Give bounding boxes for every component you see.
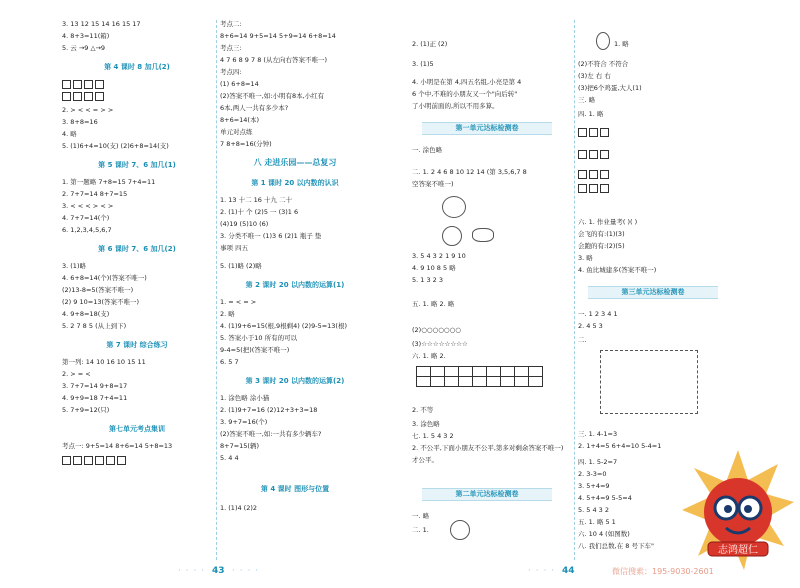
section-heading: 第 2 课时 20 以内数的运算(1): [245, 281, 345, 289]
answer-line: (2)○○○○○○○: [412, 326, 461, 334]
section-banner: 第一单元达标检测卷: [422, 122, 552, 135]
answer-line: 4. (1)9+6=15(根,9根剩4) (2)9-5=13(根): [220, 322, 347, 330]
answer-line: 5. 4 4: [220, 454, 239, 462]
answer-line: 三. 1. 4-1=3: [578, 430, 618, 438]
answer-line: 2. 略: [220, 310, 235, 318]
answer-line: 四. 1. 5-2=7: [578, 458, 618, 466]
answer-line: 9-4=5(把)(答案不唯一): [220, 346, 290, 354]
answer-line: 才公平。: [412, 456, 438, 464]
answer-line: 事项 四五: [220, 244, 249, 252]
answer-table: [416, 366, 543, 387]
answer-figure: [578, 128, 611, 137]
chapter-heading: 八 走进乐园——总复习: [253, 158, 337, 167]
answer-line: (4)19 (5)10 (6): [220, 220, 269, 228]
answer-line: 一. 略: [412, 512, 430, 520]
answer-line: 6. 5 7: [220, 358, 239, 366]
answer-column-2: [220, 0, 370, 560]
answer-line: 4. 6+8=14(个)(答案不唯一): [62, 274, 147, 282]
answer-line: 七. 1. 5 4 3 2: [412, 432, 454, 440]
column-divider: [574, 20, 575, 560]
answer-line: 二. 1. 2 4 6 8 10 12 14 (第 3,5,6,7 8: [412, 168, 527, 176]
answer-line: 8+6=14 9+5=14 5+9=14 6+8=14: [220, 32, 336, 40]
answer-column-1: [62, 0, 212, 560]
answer-line: 6本,两人一共有多少本?: [220, 104, 289, 112]
answer-line: 1. 涂色略 涂小猫: [220, 394, 270, 402]
answer-line: (3)左 右 右: [578, 72, 611, 80]
answer-figure: [578, 150, 611, 159]
answer-figure: [578, 170, 611, 179]
footer-dots: · · · ·: [528, 566, 556, 576]
answer-line: 3. (1)5: [412, 60, 434, 68]
illustration-icon: [472, 228, 494, 242]
answer-line: (3)把6个鸡蛋,大人(1): [578, 84, 642, 92]
answer-line: 2. 不公平,下面小朋友不公平,第多对剩余答案不唯一): [412, 444, 564, 452]
answer-figure: [62, 80, 106, 89]
answer-line: 2. (1)十 个 (2)5 一 (3)1 6: [220, 208, 299, 216]
answer-line: 2. 7+7=14 8+7=15: [62, 190, 128, 198]
answer-line: (3)☆☆☆☆☆☆☆☆: [412, 340, 468, 348]
answer-line: 2. (1)9+7=16 (2)12+3+3=18: [220, 406, 318, 414]
answer-line: 3. 分类不唯一 (1)3 6 (2)1 瓶子 垫: [220, 232, 322, 240]
answer-line: (2)答案不唯一,如:一共有多少辆车?: [220, 430, 322, 438]
answer-line: 六. 1. 作业量考( )( ): [578, 218, 638, 226]
answer-line: 4. 7+7=14(个): [62, 214, 110, 222]
answer-line: (1) 6+8=14: [220, 80, 259, 88]
watermark-text: 微信搜索：195-9030-2601: [612, 567, 714, 576]
answer-line: 考点一: 9+5=14 8+6=14 5+8=13: [62, 442, 173, 450]
answer-line: (2)13-8=5(答案不唯一): [62, 286, 134, 294]
answer-line: 了小明前面的,所以不用多算。: [412, 102, 499, 110]
answer-line: 1. 第一题略 7+8=15 7+4=11: [62, 178, 156, 186]
footer-dots: · · · ·: [232, 566, 260, 576]
answer-line: 四. 1. 略: [578, 110, 604, 118]
answer-line: 4. 小明是在第 4,四五名组,小亮是第 4: [412, 78, 522, 86]
illustration-icon: [450, 520, 470, 540]
section-heading: 第 7 课时 综合练习: [106, 341, 168, 349]
illustration-icon: [442, 226, 462, 246]
answer-line: 4. 鱼比城建多(答案不唯一): [578, 266, 657, 274]
answer-line: 6. 1,2,3,4,5,6,7: [62, 226, 112, 234]
answer-line: 5. 7+9=12(只): [62, 406, 110, 414]
answer-column-3: [412, 0, 562, 560]
answer-line: 五. 1. 略 2. 略: [412, 300, 455, 308]
answer-line: 7 8+8=16(分钟): [220, 140, 272, 148]
answer-line: 二. 1.: [412, 526, 429, 534]
answer-line: 2. (1)正 (2): [412, 40, 448, 48]
answer-line: 3. 略: [578, 254, 593, 262]
answer-line: 二.: [578, 336, 587, 344]
answer-line: 三. 略: [578, 96, 596, 104]
answer-line: 考点二:: [220, 20, 242, 28]
section-heading: 第 1 课时 20 以内数的认识: [251, 179, 339, 187]
answer-line: 5. (1)6+4=10(支) (2)6+8=14(支): [62, 142, 169, 150]
matching-diagram: [600, 350, 698, 414]
svg-text:志鸿超仁: 志鸿超仁: [718, 545, 758, 556]
answer-line: 5. (1)略 (2)略: [220, 262, 262, 270]
answer-line: 2. 4 5 3: [578, 322, 603, 330]
answer-line: 考点三:: [220, 44, 242, 52]
answer-line: 单元对点练: [220, 128, 253, 136]
page-number-right: 44: [562, 566, 575, 576]
answer-line: (2)不符合 不符合: [578, 60, 629, 68]
answer-line: 会跑的有:(2)(5): [578, 242, 625, 250]
answer-line: 3. 5 4 3 2 1 9 10: [412, 252, 466, 260]
footer-dots: · · · ·: [178, 566, 206, 576]
answer-line: 一. 涂色略: [412, 146, 443, 154]
answer-line: 4. 8+3=11(箱): [62, 32, 110, 40]
page-number-left: 43: [212, 566, 225, 576]
answer-line: 空答案不唯一): [412, 180, 454, 188]
answer-line: 8+6=14(本): [220, 116, 260, 124]
answer-line: 2. 1+4=5 6+4=10 5-4=1: [578, 442, 662, 450]
answer-line: 5. 答案小于10 所有的可以: [220, 334, 298, 342]
answer-line: 2. 不等: [412, 406, 434, 414]
answer-line: 3. 8+8=16: [62, 118, 98, 126]
answer-line: 3. 5+4=9: [578, 482, 610, 490]
answer-line: 六. 1. 略 2.: [412, 352, 446, 360]
answer-line: 2. > < < = > >: [62, 106, 114, 114]
section-banner: 第二单元达标检测卷: [422, 488, 552, 501]
answer-line: 4 7 6 8 9 7 8 (从左向右答案不唯一): [220, 56, 327, 64]
answer-line: 1. (1)4 (2)2: [220, 504, 258, 512]
answer-line: 4. 略: [62, 130, 77, 138]
answer-line: 8+7=15(辆): [220, 442, 260, 450]
answer-line: 5. 5 4 3 2: [578, 506, 610, 514]
answer-line: 4. 9+9=18 7+4=11: [62, 394, 128, 402]
section-heading: 第 4 课时 8 加几(2): [104, 63, 170, 71]
section-heading: 第 6 课时 7、6 加几(2): [98, 245, 176, 253]
answer-figure: [62, 456, 128, 465]
column-divider: [216, 20, 217, 560]
answer-line: 2. 3-3=0: [578, 470, 607, 478]
answer-line: 一. 1 2 3 4 1: [578, 310, 618, 318]
illustration-icon: [442, 196, 466, 218]
answer-line: 3. < < < > < >: [62, 202, 114, 210]
answer-line: 1. = < = >: [220, 298, 257, 306]
answer-figure: [62, 92, 106, 101]
answer-line: 1. 略: [614, 40, 629, 48]
section-heading: 第七单元考点集训: [109, 425, 165, 433]
answer-line: 3. 13 12 15 14 16 15 17: [62, 20, 141, 28]
answer-line: 5. 云 →9 △→9: [62, 44, 106, 52]
illustration-icon: [596, 32, 610, 50]
answer-line: 六. 10 4 (如图数): [578, 530, 630, 538]
answer-line: 1. 13 十二 16 十九 二十: [220, 196, 293, 204]
section-heading: 第 4 课时 图形与位置: [260, 485, 330, 493]
answer-line: 考点四:: [220, 68, 242, 76]
answer-line: 2. > = <: [62, 370, 91, 378]
answer-line: 4. 5+4=9 5-5=4: [578, 494, 632, 502]
answer-line: 3. 涂色略: [412, 420, 440, 428]
answer-line: 4. 9 10 8 5 略: [412, 264, 456, 272]
answer-line: 6 个中,不难的小朋友又一个"向后转": [412, 90, 518, 98]
answer-line: 4. 9+8=18(支): [62, 310, 110, 318]
answer-line: 五. 1. 略 5 1: [578, 518, 616, 526]
answer-line: 八. 我们总数,在 8 号下车": [578, 542, 654, 550]
answer-line: 第一列: 14 10 16 10 15 11: [62, 358, 146, 366]
answer-line: (2)答案不唯一,如:小明有8本,小红有: [220, 92, 325, 100]
answer-line: 5. 1 3 2 3: [412, 276, 444, 284]
answer-line: (2) 9 10=13(答案不唯一): [62, 298, 140, 306]
answer-line: 会飞的有:(1)(3): [578, 230, 625, 238]
answer-figure: [578, 184, 611, 193]
answer-line: 3. 7+7=14 9+8=17: [62, 382, 128, 390]
section-heading: 第 5 课时 7、6 加几(1): [98, 161, 176, 169]
answer-line: 3. (1)略: [62, 262, 86, 270]
answer-line: 5. 2 7 8 5 (从上到下): [62, 322, 127, 330]
mascot-logo: [680, 440, 795, 580]
section-banner: 第三单元达标检测卷: [588, 286, 718, 299]
section-heading: 第 3 课时 20 以内数的运算(2): [245, 377, 345, 385]
answer-line: 3. 9+7=16(个): [220, 418, 268, 426]
